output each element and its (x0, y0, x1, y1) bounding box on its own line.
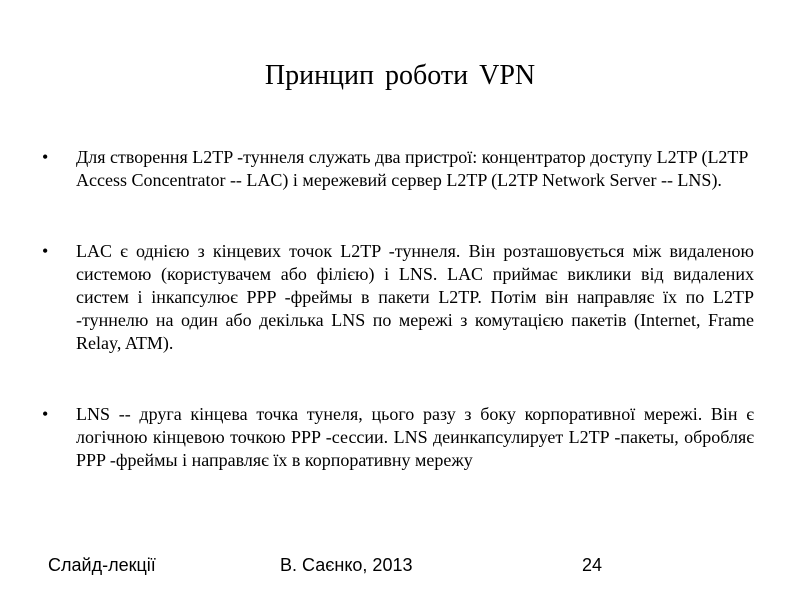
bullet-marker: • (42, 147, 49, 167)
bullet-marker: • (42, 404, 49, 424)
bullet-list (0, 146, 800, 472)
slide-title: Принцип роботи VPN (264, 60, 536, 91)
footer-course-label: Слайд-лекції (48, 555, 156, 575)
bullet-text-lns: LNS -- друга кінцева точка тунеля, цього разу з боку корпоративної мережі. Він є логічною кінцевою точкою PPP -сессии. LNS деинкапсулирует L2TP -пакеты, обробляє PPP -фреймы і направляє їх в корпоративну мережу (76, 404, 754, 470)
bullet-marker: • (42, 241, 49, 261)
bullet-text-lac: LAC є однією з кінцевих точок L2TP -туннеля. Він розташовується між видаленою системою (користувачем або філією) і LNS. LAC приймає виклики від видалених систем і інкапсулює PPP -фреймы в пакети L2TP. Потім він направляє їх по L2TP -туннелю на один або декілька LNS по мережі з комутацією пакетів (Internet, Frame Relay, ATM). (76, 241, 754, 353)
bullet-item (0, 240, 800, 355)
bullet-item (0, 146, 800, 192)
bullet-item (0, 403, 800, 472)
bullet-text-l2tp-devices: Для створення L2TP -туннеля служать два пристрої: концентратор доступу L2TP (L2TP Access Concentrator -- LAC) і мережевий сервер L2TP (L2TP Network Server -- LNS). (76, 147, 748, 190)
footer-page-number: 24 (582, 555, 603, 575)
footer-author-year: В. Саєнко, 2013 (280, 555, 413, 575)
